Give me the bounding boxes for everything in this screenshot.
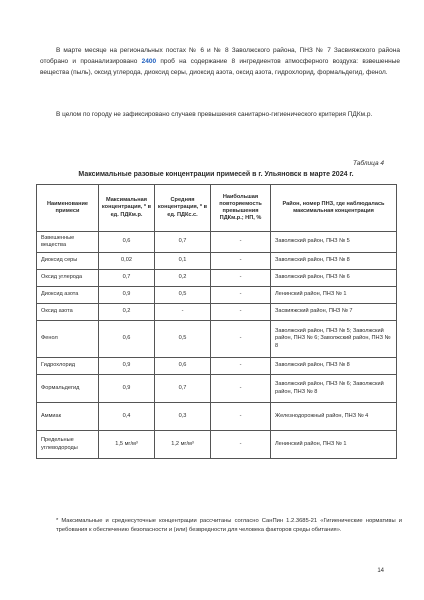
cell-np: - bbox=[211, 287, 271, 304]
cell-district: Заволжский район, ПНЗ № 6 bbox=[271, 270, 397, 287]
cell-avg: 0,5 bbox=[155, 321, 211, 358]
page-number: 14 bbox=[377, 568, 384, 574]
cell-np: - bbox=[211, 304, 271, 321]
cell-max: 0,6 bbox=[99, 321, 155, 358]
cell-avg: 0,3 bbox=[155, 403, 211, 431]
cell-substance: Формальдегид bbox=[37, 375, 99, 403]
table-row bbox=[37, 321, 397, 358]
cell-np: - bbox=[211, 375, 271, 403]
cell-substance: Предельные углеводороды bbox=[37, 431, 99, 459]
cell-substance: Аммиак bbox=[37, 403, 99, 431]
cell-max: 0,7 bbox=[99, 270, 155, 287]
cell-substance: Оксид азота bbox=[37, 304, 99, 321]
cell-district: Заволжский район, ПНЗ № 6; Заволжский район, ПНЗ № 8 bbox=[271, 375, 397, 403]
cell-avg: 1,2 мг/м³ bbox=[155, 431, 211, 459]
cell-max: 1,5 мг/м³ bbox=[99, 431, 155, 459]
cell-np: - bbox=[211, 358, 271, 375]
cell-district: Железнодорожный район, ПНЗ № 4 bbox=[271, 403, 397, 431]
cell-substance: Взвешенные вещества bbox=[37, 232, 99, 253]
table-caption: Максимальные разовые концентрации примесей в г. Ульяновск в марте 2024 г. bbox=[78, 171, 354, 178]
header-avg-concentration: Средняя концентрация, * в ед. ПДКс.с. bbox=[155, 185, 211, 232]
paragraph-sampling bbox=[40, 45, 400, 79]
cell-district: Заволжский район, ПНЗ № 8 bbox=[271, 253, 397, 270]
table-row bbox=[37, 253, 397, 270]
cell-substance: Фенол bbox=[37, 321, 99, 358]
cell-district: Заволжский район, ПНЗ № 5 bbox=[271, 232, 397, 253]
cell-substance: Диоксид серы bbox=[37, 253, 99, 270]
cell-avg: 0,6 bbox=[155, 358, 211, 375]
cell-district: Засвияжский район, ПНЗ № 7 bbox=[271, 304, 397, 321]
header-max-concentration: Максимальная концентрация, * в ед. ПДКм.р. bbox=[99, 185, 155, 232]
cell-avg: 0,7 bbox=[155, 375, 211, 403]
table-header-row bbox=[37, 185, 397, 232]
cell-np: - bbox=[211, 232, 271, 253]
cell-avg: - bbox=[155, 304, 211, 321]
cell-substance: Гидрохлорид bbox=[37, 358, 99, 375]
cell-avg: 0,2 bbox=[155, 270, 211, 287]
cell-max: 0,2 bbox=[99, 304, 155, 321]
cell-max: 0,9 bbox=[99, 375, 155, 403]
cell-avg: 0,1 bbox=[155, 253, 211, 270]
cell-np: - bbox=[211, 431, 271, 459]
paragraph-summary bbox=[40, 109, 400, 120]
header-substance: Наименование примеси bbox=[37, 185, 99, 232]
table-number-label: Таблица 4 bbox=[352, 160, 384, 167]
cell-max: 0,6 bbox=[99, 232, 155, 253]
cell-max: 0,9 bbox=[99, 358, 155, 375]
cell-np: - bbox=[211, 270, 271, 287]
footnote: * Максимальные и среднесуточные концентрации рассчитаны согласно СанПин 1.2.3685-21 «Гигиенические нормативы и требования к обеспечению безопасности и (или) безвредности для человека факторов среды обитания». bbox=[56, 517, 402, 533]
table-row bbox=[37, 403, 397, 431]
cell-np: - bbox=[211, 321, 271, 358]
paragraph-summary-text: В целом по городу не зафиксировано случаев превышения санитарно-гигиенического критерия ПДКм.р. bbox=[56, 110, 373, 118]
cell-substance: Диоксид азота bbox=[37, 287, 99, 304]
cell-max: 0,4 bbox=[99, 403, 155, 431]
paragraph-sampling-text: В марте месяце на региональных постах № 6 и № 8 Заволжского района, ПНЗ № 7 Засвияжского района отобрано и проанализировано bbox=[40, 46, 400, 65]
table-row bbox=[37, 270, 397, 287]
cell-district: Ленинский район, ПНЗ № 1 bbox=[271, 287, 397, 304]
cell-np: - bbox=[211, 403, 271, 431]
table-row bbox=[37, 232, 397, 253]
table-row bbox=[37, 431, 397, 459]
header-district: Район, номер ПНЗ, где наблюдалась максимальная концентрация bbox=[271, 185, 397, 232]
cell-avg: 0,5 bbox=[155, 287, 211, 304]
sample-count: 2400 bbox=[141, 57, 157, 65]
table-row bbox=[37, 375, 397, 403]
cell-max: 0,9 bbox=[99, 287, 155, 304]
cell-district: Заволжский район, ПНЗ № 8 bbox=[271, 358, 397, 375]
cell-substance: Оксид углерода bbox=[37, 270, 99, 287]
cell-avg: 0,7 bbox=[155, 232, 211, 253]
cell-max: 0,02 bbox=[99, 253, 155, 270]
table-row bbox=[37, 287, 397, 304]
cell-np: - bbox=[211, 253, 271, 270]
table-row bbox=[37, 304, 397, 321]
table-row bbox=[37, 358, 397, 375]
cell-district: Заволжский район, ПНЗ № 5; Заволжский район, ПНЗ № 6; Заволжский район, ПНЗ № 8 bbox=[271, 321, 397, 358]
paragraph-sampling-text-cont: проб на содержание 8 ингредиентов атмосферного воздуха: взвешенные вещества (пыль), оксид углерода, диоксид серы, диоксид азота, оксид азота, гидрохлорид, формальдегид, фенол. bbox=[40, 57, 400, 76]
cell-district: Ленинский район, ПНЗ № 1 bbox=[271, 431, 397, 459]
concentration-table bbox=[36, 184, 397, 459]
header-exceedance: Наибольшая повторяемость превышения ПДКм.р.; НП, % bbox=[211, 185, 271, 232]
